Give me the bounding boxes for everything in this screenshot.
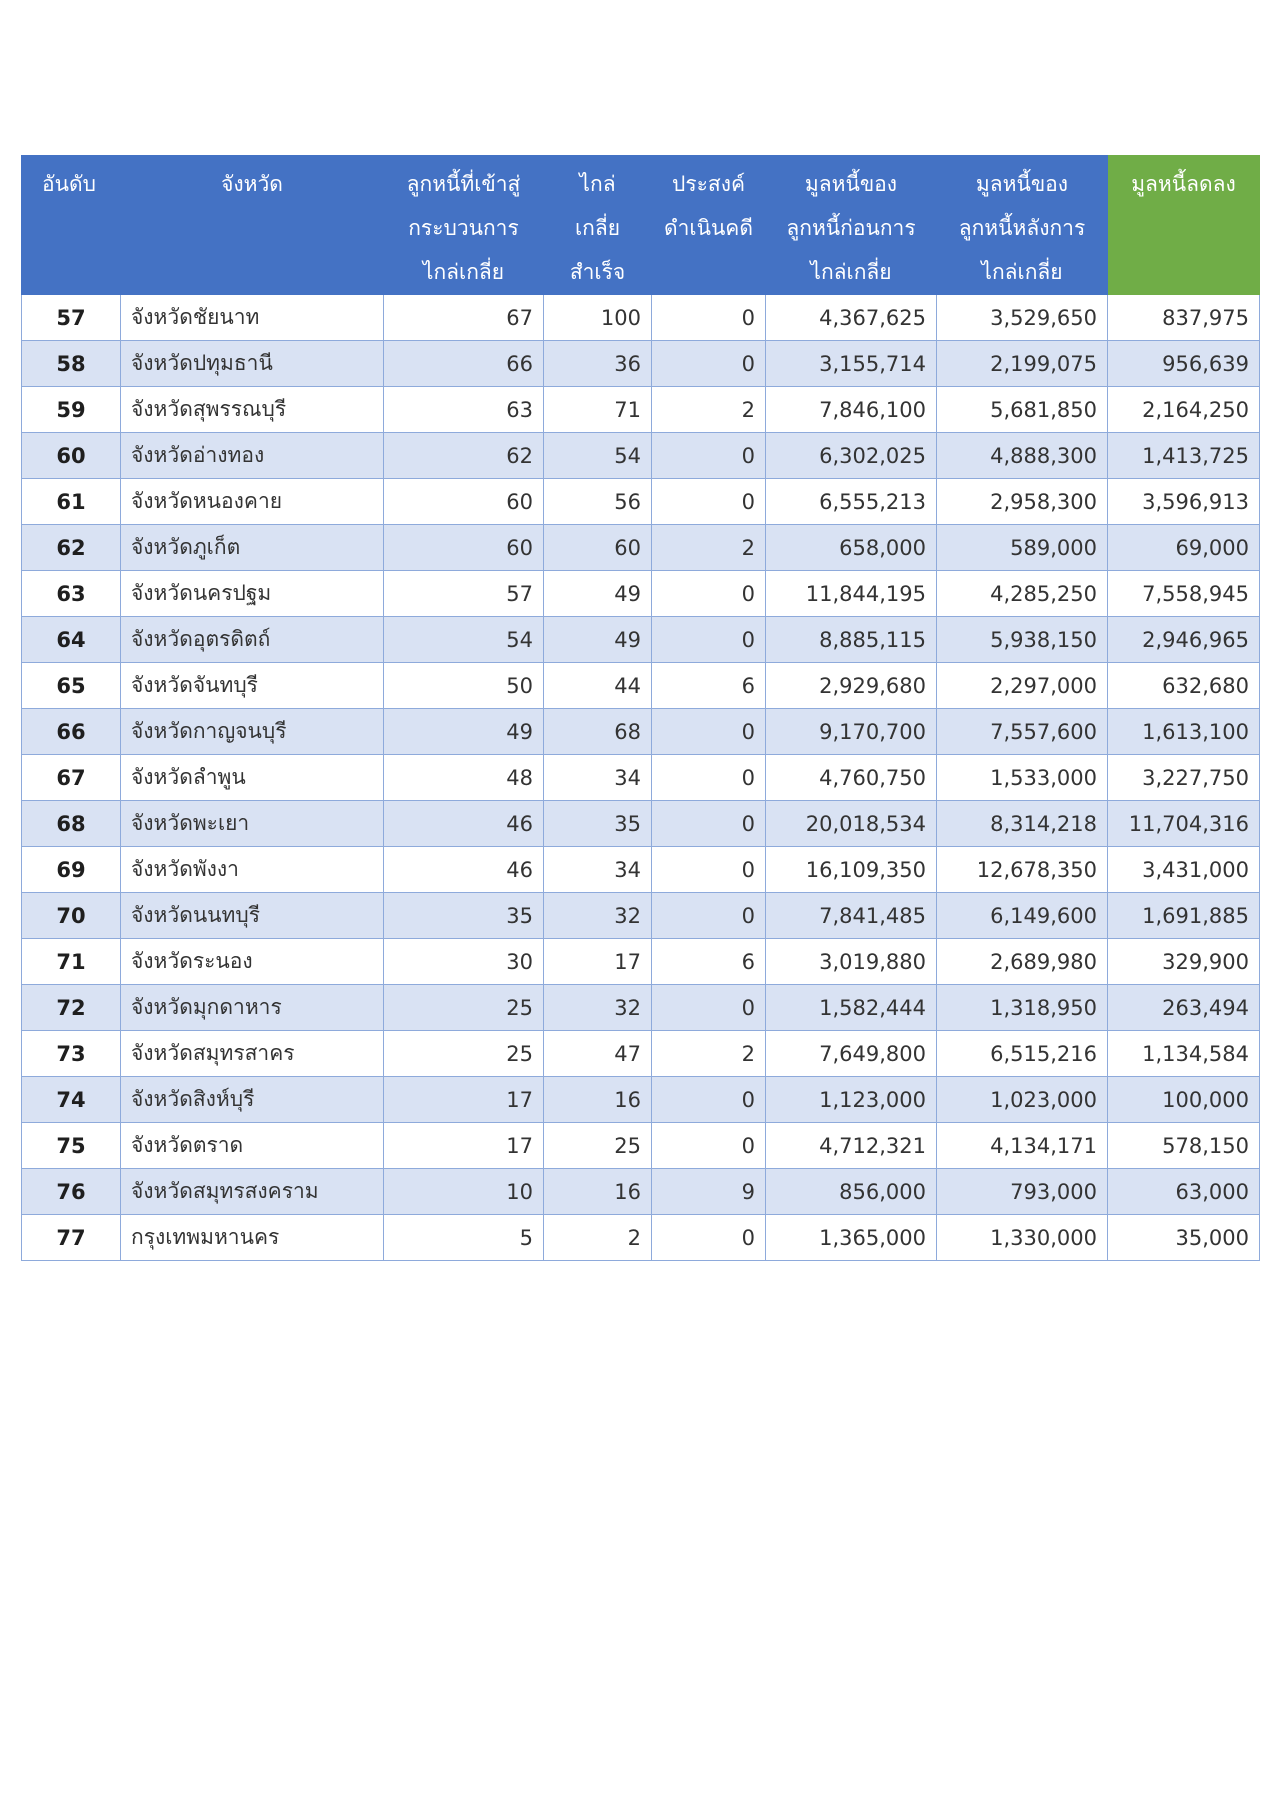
cell-debt-after: 3,529,650	[937, 295, 1108, 341]
cell-debt-reduced: 1,691,885	[1108, 893, 1260, 939]
cell-intend-lawsuit: 0	[652, 1215, 766, 1261]
table-header	[22, 156, 1260, 295]
cell-debt-before: 7,841,485	[766, 893, 937, 939]
header-debtors-entered	[384, 156, 544, 295]
cell-debtors-entered: 66	[384, 341, 544, 387]
cell-debt-after: 4,888,300	[937, 433, 1108, 479]
cell-mediation-success: 2	[544, 1215, 652, 1261]
header-mediation-success	[544, 156, 652, 295]
header-rank-line: อันดับ	[42, 172, 96, 196]
cell-debt-before: 4,760,750	[766, 755, 937, 801]
cell-rank: 60	[22, 433, 121, 479]
header-intend-lawsuit	[652, 156, 766, 295]
cell-rank: 61	[22, 479, 121, 525]
cell-province: จังหวัดตราด	[121, 1123, 384, 1169]
cell-debt-reduced: 3,596,913	[1108, 479, 1260, 525]
cell-rank: 64	[22, 617, 121, 663]
cell-debt-reduced: 3,227,750	[1108, 755, 1260, 801]
table-row	[22, 663, 1260, 709]
cell-rank: 68	[22, 801, 121, 847]
table-row	[22, 479, 1260, 525]
cell-rank: 77	[22, 1215, 121, 1261]
cell-debt-reduced: 63,000	[1108, 1169, 1260, 1215]
cell-province: จังหวัดสมุทรสาคร	[121, 1031, 384, 1077]
cell-debt-reduced: 1,613,100	[1108, 709, 1260, 755]
header-province	[121, 156, 384, 295]
cell-mediation-success: 16	[544, 1169, 652, 1215]
header-rank	[22, 156, 121, 295]
cell-province: จังหวัดกาญจนบุรี	[121, 709, 384, 755]
cell-intend-lawsuit: 2	[652, 1031, 766, 1077]
table-row	[22, 893, 1260, 939]
cell-mediation-success: 34	[544, 847, 652, 893]
cell-debt-reduced: 2,164,250	[1108, 387, 1260, 433]
cell-debt-before: 6,302,025	[766, 433, 937, 479]
table-row	[22, 939, 1260, 985]
header-line: ประสงค์	[671, 172, 745, 196]
cell-debt-after: 7,557,600	[937, 709, 1108, 755]
cell-province: จังหวัดภูเก็ต	[121, 525, 384, 571]
table-row	[22, 571, 1260, 617]
cell-debt-reduced: 263,494	[1108, 985, 1260, 1031]
cell-debt-after: 4,134,171	[937, 1123, 1108, 1169]
cell-mediation-success: 71	[544, 387, 652, 433]
cell-rank: 74	[22, 1077, 121, 1123]
cell-debt-after: 5,938,150	[937, 617, 1108, 663]
cell-debtors-entered: 17	[384, 1123, 544, 1169]
cell-debtors-entered: 35	[384, 893, 544, 939]
cell-debtors-entered: 49	[384, 709, 544, 755]
header-line: เกลี่ย	[574, 216, 621, 240]
cell-province: จังหวัดลำพูน	[121, 755, 384, 801]
cell-mediation-success: 34	[544, 755, 652, 801]
header-debt-after	[937, 156, 1108, 295]
cell-debt-before: 856,000	[766, 1169, 937, 1215]
cell-debt-before: 16,109,350	[766, 847, 937, 893]
debt-mediation-table	[21, 155, 1260, 1261]
cell-rank: 57	[22, 295, 121, 341]
cell-debtors-entered: 5	[384, 1215, 544, 1261]
cell-debtors-entered: 10	[384, 1169, 544, 1215]
cell-debt-before: 7,846,100	[766, 387, 937, 433]
table-body	[22, 295, 1260, 1261]
header-line: กระบวนการ	[408, 216, 519, 240]
cell-province: จังหวัดนครปฐม	[121, 571, 384, 617]
cell-province: จังหวัดอ่างทอง	[121, 433, 384, 479]
cell-debt-after: 4,285,250	[937, 571, 1108, 617]
header-line: ลูกหนี้หลังการ	[958, 216, 1086, 240]
cell-intend-lawsuit: 0	[652, 433, 766, 479]
cell-province: จังหวัดพะเยา	[121, 801, 384, 847]
cell-rank: 65	[22, 663, 121, 709]
table-row	[22, 387, 1260, 433]
cell-debtors-entered: 60	[384, 525, 544, 571]
cell-intend-lawsuit: 0	[652, 709, 766, 755]
cell-debtors-entered: 25	[384, 985, 544, 1031]
cell-debt-before: 658,000	[766, 525, 937, 571]
cell-debt-after: 2,689,980	[937, 939, 1108, 985]
cell-debtors-entered: 48	[384, 755, 544, 801]
table-row	[22, 709, 1260, 755]
cell-rank: 69	[22, 847, 121, 893]
cell-debtors-entered: 46	[384, 847, 544, 893]
cell-rank: 70	[22, 893, 121, 939]
cell-intend-lawsuit: 0	[652, 295, 766, 341]
cell-debt-after: 793,000	[937, 1169, 1108, 1215]
cell-debt-reduced: 11,704,316	[1108, 801, 1260, 847]
cell-mediation-success: 36	[544, 341, 652, 387]
cell-debt-after: 6,149,600	[937, 893, 1108, 939]
cell-rank: 73	[22, 1031, 121, 1077]
cell-rank: 72	[22, 985, 121, 1031]
cell-debtors-entered: 50	[384, 663, 544, 709]
table-row	[22, 341, 1260, 387]
cell-province: จังหวัดอุตรดิตถ์	[121, 617, 384, 663]
header-line: สำเร็จ	[569, 260, 626, 284]
cell-rank: 75	[22, 1123, 121, 1169]
cell-debt-after: 6,515,216	[937, 1031, 1108, 1077]
cell-mediation-success: 35	[544, 801, 652, 847]
cell-intend-lawsuit: 0	[652, 341, 766, 387]
table-row	[22, 1123, 1260, 1169]
table-row	[22, 1031, 1260, 1077]
cell-mediation-success: 17	[544, 939, 652, 985]
cell-intend-lawsuit: 0	[652, 755, 766, 801]
cell-mediation-success: 16	[544, 1077, 652, 1123]
cell-debt-before: 11,844,195	[766, 571, 937, 617]
header-line: มูลหนี้ของ	[975, 172, 1069, 196]
table-row	[22, 847, 1260, 893]
cell-province: จังหวัดระนอง	[121, 939, 384, 985]
cell-province: จังหวัดสิงห์บุรี	[121, 1077, 384, 1123]
cell-province: จังหวัดชัยนาท	[121, 295, 384, 341]
cell-province: จังหวัดหนองคาย	[121, 479, 384, 525]
cell-debt-after: 2,958,300	[937, 479, 1108, 525]
cell-province: จังหวัดสุพรรณบุรี	[121, 387, 384, 433]
cell-debtors-entered: 30	[384, 939, 544, 985]
cell-province: จังหวัดจันทบุรี	[121, 663, 384, 709]
cell-rank: 59	[22, 387, 121, 433]
cell-province: กรุงเทพมหานคร	[121, 1215, 384, 1261]
cell-debt-before: 20,018,534	[766, 801, 937, 847]
cell-province: จังหวัดนนทบุรี	[121, 893, 384, 939]
header-line: มูลหนี้ลดลง	[1131, 172, 1236, 196]
cell-debt-after: 1,318,950	[937, 985, 1108, 1031]
cell-intend-lawsuit: 0	[652, 1077, 766, 1123]
cell-debt-reduced: 1,134,584	[1108, 1031, 1260, 1077]
header-debt-reduced	[1108, 156, 1260, 295]
table-row	[22, 1169, 1260, 1215]
cell-debt-reduced: 2,946,965	[1108, 617, 1260, 663]
cell-debt-reduced: 632,680	[1108, 663, 1260, 709]
cell-debt-before: 3,019,880	[766, 939, 937, 985]
cell-intend-lawsuit: 0	[652, 571, 766, 617]
table-row	[22, 801, 1260, 847]
cell-intend-lawsuit: 0	[652, 893, 766, 939]
header-debt-before	[766, 156, 937, 295]
cell-rank: 66	[22, 709, 121, 755]
cell-mediation-success: 32	[544, 985, 652, 1031]
cell-debtors-entered: 46	[384, 801, 544, 847]
cell-intend-lawsuit: 0	[652, 617, 766, 663]
cell-debt-reduced: 1,413,725	[1108, 433, 1260, 479]
cell-debt-reduced: 956,639	[1108, 341, 1260, 387]
cell-debtors-entered: 62	[384, 433, 544, 479]
cell-mediation-success: 49	[544, 571, 652, 617]
cell-debt-after: 1,330,000	[937, 1215, 1108, 1261]
table-row	[22, 985, 1260, 1031]
cell-rank: 63	[22, 571, 121, 617]
header-province-line: จังหวัด	[221, 172, 283, 196]
table-row	[22, 295, 1260, 341]
cell-debt-before: 7,649,800	[766, 1031, 937, 1077]
cell-debtors-entered: 25	[384, 1031, 544, 1077]
cell-debt-reduced: 578,150	[1108, 1123, 1260, 1169]
cell-debt-reduced: 329,900	[1108, 939, 1260, 985]
header-line: มูลหนี้ของ	[804, 172, 898, 196]
cell-debt-after: 2,199,075	[937, 341, 1108, 387]
cell-province: จังหวัดปทุมธานี	[121, 341, 384, 387]
cell-debtors-entered: 60	[384, 479, 544, 525]
cell-intend-lawsuit: 2	[652, 387, 766, 433]
cell-debt-after: 5,681,850	[937, 387, 1108, 433]
header-line: ไกล่เกลี่ย	[810, 260, 892, 284]
cell-debt-reduced: 7,558,945	[1108, 571, 1260, 617]
cell-mediation-success: 47	[544, 1031, 652, 1077]
cell-intend-lawsuit: 0	[652, 847, 766, 893]
table-row	[22, 433, 1260, 479]
cell-mediation-success: 100	[544, 295, 652, 341]
cell-debt-reduced: 837,975	[1108, 295, 1260, 341]
cell-debt-reduced: 100,000	[1108, 1077, 1260, 1123]
cell-debt-before: 1,123,000	[766, 1077, 937, 1123]
cell-debtors-entered: 17	[384, 1077, 544, 1123]
cell-intend-lawsuit: 9	[652, 1169, 766, 1215]
cell-debt-after: 1,023,000	[937, 1077, 1108, 1123]
cell-intend-lawsuit: 0	[652, 1123, 766, 1169]
header-line: ไกล่	[579, 172, 616, 196]
cell-mediation-success: 56	[544, 479, 652, 525]
cell-rank: 76	[22, 1169, 121, 1215]
cell-rank: 62	[22, 525, 121, 571]
cell-debt-before: 2,929,680	[766, 663, 937, 709]
cell-debt-after: 1,533,000	[937, 755, 1108, 801]
cell-province: จังหวัดมุกดาหาร	[121, 985, 384, 1031]
cell-debt-before: 6,555,213	[766, 479, 937, 525]
cell-rank: 58	[22, 341, 121, 387]
cell-debt-after: 2,297,000	[937, 663, 1108, 709]
cell-debt-before: 9,170,700	[766, 709, 937, 755]
cell-intend-lawsuit: 6	[652, 663, 766, 709]
header-line: ดำเนินคดี	[663, 216, 753, 240]
cell-mediation-success: 44	[544, 663, 652, 709]
cell-debt-reduced: 69,000	[1108, 525, 1260, 571]
cell-mediation-success: 60	[544, 525, 652, 571]
cell-intend-lawsuit: 0	[652, 985, 766, 1031]
cell-debtors-entered: 54	[384, 617, 544, 663]
cell-debt-after: 589,000	[937, 525, 1108, 571]
cell-debtors-entered: 57	[384, 571, 544, 617]
cell-debt-after: 12,678,350	[937, 847, 1108, 893]
cell-mediation-success: 32	[544, 893, 652, 939]
cell-intend-lawsuit: 0	[652, 479, 766, 525]
table-row	[22, 1215, 1260, 1261]
cell-debt-before: 1,365,000	[766, 1215, 937, 1261]
cell-mediation-success: 68	[544, 709, 652, 755]
cell-debt-reduced: 35,000	[1108, 1215, 1260, 1261]
cell-debt-before: 4,712,321	[766, 1123, 937, 1169]
cell-debt-before: 3,155,714	[766, 341, 937, 387]
cell-debt-reduced: 3,431,000	[1108, 847, 1260, 893]
cell-rank: 71	[22, 939, 121, 985]
cell-debtors-entered: 67	[384, 295, 544, 341]
cell-province: จังหวัดสมุทรสงคราม	[121, 1169, 384, 1215]
cell-debtors-entered: 63	[384, 387, 544, 433]
cell-mediation-success: 49	[544, 617, 652, 663]
header-line: ลูกหนี้ก่อนการ	[786, 216, 916, 240]
cell-province: จังหวัดพังงา	[121, 847, 384, 893]
header-line: ลูกหนี้ที่เข้าสู่	[406, 172, 521, 196]
table-row	[22, 525, 1260, 571]
cell-mediation-success: 54	[544, 433, 652, 479]
header-line: ไกล่เกลี่ย	[981, 260, 1063, 284]
cell-rank: 67	[22, 755, 121, 801]
table-row	[22, 755, 1260, 801]
header-line: ไกล่เกลี่ย	[422, 260, 505, 284]
cell-intend-lawsuit: 0	[652, 801, 766, 847]
cell-intend-lawsuit: 6	[652, 939, 766, 985]
table-row	[22, 1077, 1260, 1123]
cell-mediation-success: 25	[544, 1123, 652, 1169]
cell-debt-before: 8,885,115	[766, 617, 937, 663]
cell-debt-before: 1,582,444	[766, 985, 937, 1031]
cell-debt-before: 4,367,625	[766, 295, 937, 341]
cell-debt-after: 8,314,218	[937, 801, 1108, 847]
table-row	[22, 617, 1260, 663]
cell-intend-lawsuit: 2	[652, 525, 766, 571]
